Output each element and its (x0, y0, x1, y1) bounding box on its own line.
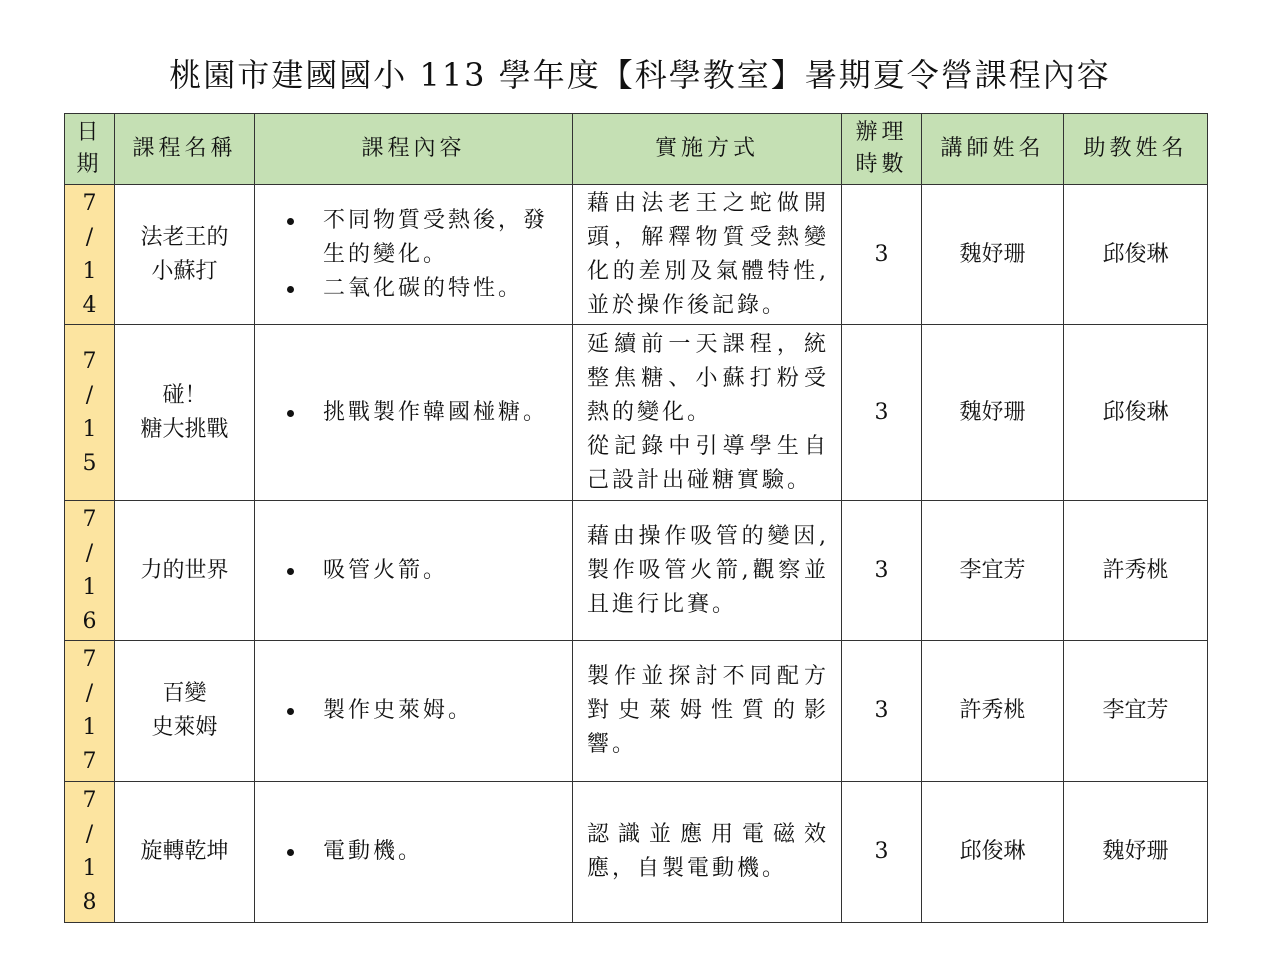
course-name-cell (115, 185, 255, 325)
table-row (65, 782, 1208, 923)
date-char: 7 (82, 788, 97, 813)
content-item: 不同物質受熱後，發生的變化。 (275, 204, 562, 272)
method-cell (573, 641, 842, 782)
teacher-cell: 魏妤珊 (922, 185, 1064, 325)
method-text: 藉由操作吸管的變因,製作吸管火箭,觀察並且進行比賽。 (587, 523, 829, 617)
date-char: 7 (82, 647, 97, 672)
method-text: 延續前一天課程，統整焦糖、小蘇打粉受熱的變化。 (587, 331, 829, 425)
course-name-line: 旋轉乾坤 (140, 839, 229, 864)
content-list (255, 835, 572, 869)
date-char: 1 (82, 574, 97, 600)
course-content-cell (255, 641, 573, 782)
header-course-name: 課程名稱 (115, 114, 255, 185)
date-cell (65, 325, 115, 501)
course-name-cell (115, 782, 255, 923)
hours-cell: 3 (842, 782, 922, 923)
hours-cell: 3 (842, 185, 922, 325)
date-char: 1 (82, 416, 97, 442)
teacher-cell: 邱俊琳 (922, 782, 1064, 923)
date-char: 4 (82, 292, 97, 318)
date-char: 7 (82, 749, 97, 774)
course-name-line: 碰！ (162, 382, 207, 408)
date-char: / (85, 822, 94, 847)
course-content-cell (255, 325, 573, 501)
content-list (255, 204, 572, 306)
date-char: 1 (82, 258, 97, 284)
method-text: 認識並應用電磁效應，自製電動機。 (587, 822, 829, 881)
hours-cell: 3 (842, 641, 922, 782)
date-char: 6 (82, 608, 97, 634)
date-char: 7 (82, 190, 97, 216)
date-char: 5 (82, 450, 97, 476)
course-content-cell (255, 185, 573, 325)
method-text: 製作並探討不同配方對史萊姆性質的影響。 (587, 664, 829, 757)
header-date-char: 日 (76, 120, 103, 145)
assistant-cell: 李宜芳 (1064, 641, 1208, 782)
date-char: / (85, 224, 94, 250)
content-item: 電動機。 (275, 835, 562, 869)
content-item: 製作史萊姆。 (275, 694, 562, 728)
header-content: 課程內容 (255, 114, 573, 185)
header-date (65, 114, 115, 185)
header-row (65, 114, 1208, 185)
course-name-line: 百變 (162, 681, 207, 706)
date-cell (65, 501, 115, 641)
header-teacher: 講師姓名 (922, 114, 1064, 185)
method-text: 藉由法老王之蛇做開頭，解釋物質受熱變化的差別及氣體特性,並於操作後記錄。 (587, 190, 829, 318)
hours-cell: 3 (842, 501, 922, 641)
date-char: 1 (82, 856, 97, 881)
method-cell (573, 782, 842, 923)
course-name-line: 糖大挑戰 (140, 416, 229, 442)
course-name-cell (115, 501, 255, 641)
content-list (255, 396, 572, 430)
date-char: 1 (82, 715, 97, 740)
header-hours (842, 114, 922, 185)
header-assistant: 助教姓名 (1064, 114, 1208, 185)
method-cell (573, 501, 842, 641)
table-row (65, 185, 1208, 325)
teacher-cell: 李宜芳 (922, 501, 1064, 641)
table-row (65, 641, 1208, 782)
course-content-cell (255, 782, 573, 923)
teacher-cell: 許秀桃 (922, 641, 1064, 782)
course-name-cell (115, 325, 255, 501)
page-title: 桃園市建國國小 113 學年度【科學教室】暑期夏令營課程內容 (169, 56, 1111, 94)
assistant-cell: 邱俊琳 (1064, 325, 1208, 501)
header-date-char: 期 (76, 152, 103, 177)
table-row (65, 501, 1208, 641)
date-cell (65, 782, 115, 923)
header-hours-part: 時數 (855, 152, 908, 177)
hours-cell: 3 (842, 325, 922, 501)
course-content-cell (255, 501, 573, 641)
content-item: 挑戰製作韓國椪糖。 (275, 396, 562, 430)
table-row (65, 325, 1208, 501)
course-name-line: 法老王的 (140, 224, 229, 250)
date-cell (65, 641, 115, 782)
date-char: 7 (82, 348, 97, 374)
content-item: 吸管火箭。 (275, 554, 562, 588)
course-table (64, 113, 1208, 923)
course-name-line: 史萊姆 (151, 715, 218, 740)
assistant-cell: 許秀桃 (1064, 501, 1208, 641)
date-char: / (85, 540, 94, 566)
header-hours-part: 辦理 (855, 120, 908, 145)
date-char: 7 (82, 506, 97, 532)
date-char: / (85, 382, 94, 408)
method-cell (573, 325, 842, 501)
content-item: 二氧化碳的特性。 (275, 272, 562, 306)
date-char: 8 (82, 890, 97, 915)
date-cell (65, 185, 115, 325)
course-name-line: 小蘇打 (151, 258, 218, 284)
teacher-cell: 魏妤珊 (922, 325, 1064, 501)
assistant-cell: 魏妤珊 (1064, 782, 1208, 923)
content-list (255, 554, 572, 588)
content-list (255, 694, 572, 728)
course-name-line: 力的世界 (140, 557, 229, 583)
date-char: / (85, 681, 94, 706)
method-cell (573, 185, 842, 325)
header-method: 實施方式 (573, 114, 842, 185)
assistant-cell: 邱俊琳 (1064, 185, 1208, 325)
course-name-cell (115, 641, 255, 782)
method-text: 從記錄中引導學生自己設計出碰糖實驗。 (587, 433, 829, 493)
